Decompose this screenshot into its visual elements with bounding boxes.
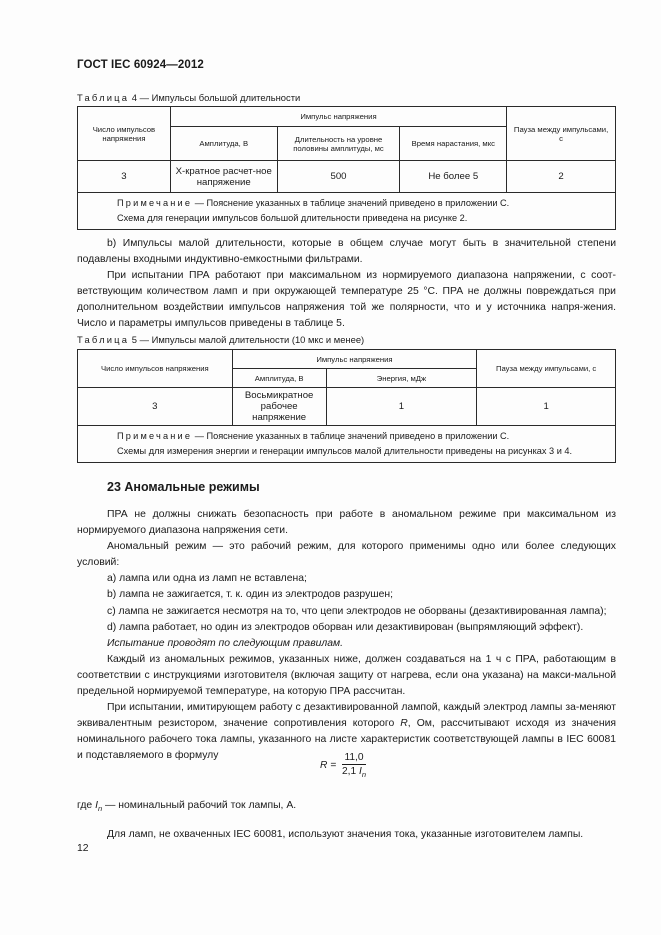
table4-header-rise: Время нарастания, мкс <box>400 127 507 161</box>
list-item: c) лампа не зажигается несмотря на то, что цепи электродов не оборваны (дезактивированная лампа); <box>107 605 607 617</box>
section-23-text <box>77 507 616 765</box>
table-row <box>78 161 616 193</box>
table4-cell-count: 3 <box>78 161 171 193</box>
rules-note <box>77 636 616 652</box>
table5-cell-energy: 1 <box>326 388 477 426</box>
table5-header-count: Число импульсов напряжения <box>78 350 233 388</box>
where-sub: n <box>97 804 103 814</box>
formula-den-coef: 2,1 <box>341 766 359 777</box>
paragraph: ПРА не должны снижать безопасность при работе в аномальном режиме при максимальном из нормируемого диапазона напряжения сети. <box>77 509 616 537</box>
resistance-symbol: R <box>400 718 408 730</box>
table4-header-amp: Амплитуда, В <box>170 127 277 161</box>
list-item: a) лампа или одна из ламп не вставлена; <box>107 573 307 585</box>
table5 <box>77 349 616 463</box>
table4-header-duration: Длительность на уровне половины амплитуды, мс <box>277 127 400 161</box>
table4-note-line2: Схема для генерации импульсов большой длительности приведена на рисунке 2. <box>117 213 468 223</box>
paragraph: Аномальный режим — это рабочий режим, для которого применимы одно или более следующих условий: <box>77 541 616 569</box>
section-heading: 23 Аномальные режимы <box>107 480 260 494</box>
table4-header-group: Импульс напряжения <box>170 107 506 127</box>
table4-cell-pause: 2 <box>507 161 616 193</box>
where-prefix: где <box>77 800 96 811</box>
table4-cell-rise: Не более 5 <box>400 161 507 193</box>
formula-explanation <box>77 798 616 817</box>
paragraph: Для ламп, не охваченных IEC 60081, используют значения тока, указанные изготовителем лампы. <box>107 829 584 840</box>
table5-caption <box>77 334 364 345</box>
formula-numerator: 11,0 <box>342 752 366 765</box>
paragraph: b) Импульсы малой длительности, которые в общем случае могут быть в значительной степени подавлены входными индуктивно-емкостными фильтрами. <box>77 238 616 266</box>
formula-den-var: I <box>358 766 362 777</box>
table-row <box>78 388 616 426</box>
formula-den-sub: n <box>361 770 366 780</box>
table5-header-amp: Амплитуда, В <box>232 369 326 388</box>
table4-note <box>78 193 616 230</box>
table4-caption <box>77 92 300 103</box>
table5-caption-text: 5 — Импульсы малой длительности (10 мкс и менее) <box>129 334 365 345</box>
table4-caption-text: 4 — Импульсы большой длительности <box>129 92 301 103</box>
section-b-text <box>77 236 616 333</box>
table4-header-pause: Пауза между импульсами, с <box>507 107 616 161</box>
table5-cell-count: 3 <box>78 388 233 426</box>
table5-note-text: — Пояснение указанных в таблице значений приведено в приложении С. <box>192 431 510 441</box>
page-number: 12 <box>77 843 89 854</box>
paragraph: При испытании ПРА работают при максимальном из нормируемого диапазона напряжении, с соот-ветствующим количеством ламп и при окружающей температуре 25 °С. ПРА не должны повреждаться при дополнительном воздействии импульсов напряжения той же полярности, что и у источника напря-жения. Число и параметры импульсов приведены в таблице 5. <box>77 270 616 330</box>
table5-header-pause: Пауза между импульсами, с <box>477 350 616 388</box>
table5-header-group: Импульс напряжения <box>232 350 477 369</box>
table5-note-line2: Схемы для измерения энергии и генерации импульсов малой длительности приведены на рисунках 3 и 4. <box>117 446 573 456</box>
paragraph-part: , Ом, рассчитывают исходя из значения номинального рабочего тока лампы, указанного на листе характеристик соответствующей лампы в IEC 60081 и подставляемого в формулу <box>77 718 617 762</box>
table4-cell-duration: 500 <box>277 161 400 193</box>
rules-text: Испытание проводят по следующим правилам. <box>107 637 344 649</box>
where-text: — номинальный рабочий ток лампы, А. <box>102 800 297 811</box>
table5-note-word: Примечание <box>117 431 193 441</box>
formula <box>320 752 366 779</box>
table4-note-text: — Пояснение указанных в таблице значений приведено в приложении С. <box>192 198 510 208</box>
formula-denominator <box>342 765 366 779</box>
table5-header-energy: Энергия, мДж <box>326 369 477 388</box>
where-var: I <box>95 800 98 811</box>
standard-header: ГОСТ IEC 60924—2012 <box>77 59 204 71</box>
table5-caption-word: Таблица <box>77 334 130 345</box>
table4 <box>77 106 616 230</box>
table4-caption-word: Таблица <box>77 92 130 103</box>
formula-lhs: R = <box>320 760 337 772</box>
list-item: d) лампа работает, но один из электродов оборван или дезактивирован (выпрямляющий эффект). <box>107 621 584 633</box>
list-item: b) лампа не зажигается, т. к. один из электродов разрушен; <box>107 589 394 601</box>
table4-note-word: Примечание <box>117 198 193 208</box>
where-line <box>77 798 616 817</box>
table5-cell-pause: 1 <box>477 388 616 426</box>
table4-header-count: Число импульсов напряжения <box>78 107 171 161</box>
table5-note <box>78 426 616 463</box>
table4-cell-amp: Х-кратное расчет-ное напряжение <box>170 161 277 193</box>
paragraph-part: При испытании, имитирующем работу с дезактивированной лампой, каждый электрод лампы за-меняют эквивалентным резистором, значение сопротивления которого <box>77 702 616 730</box>
table5-cell-amp: Восьмикратное рабочее напряжение <box>232 388 326 426</box>
formula-fraction <box>342 752 366 779</box>
final-text <box>77 827 616 843</box>
paragraph: Каждый из аномальных режимов, указанных ниже, должен создаваться на 1 ч с ПРА, работающим в соответствии с инструкциями изготовителя (включая защиту от нагрева, если она указана) на макси-мальной предельной нормируемой температуре, на которую ПРА рассчитан. <box>77 653 616 698</box>
